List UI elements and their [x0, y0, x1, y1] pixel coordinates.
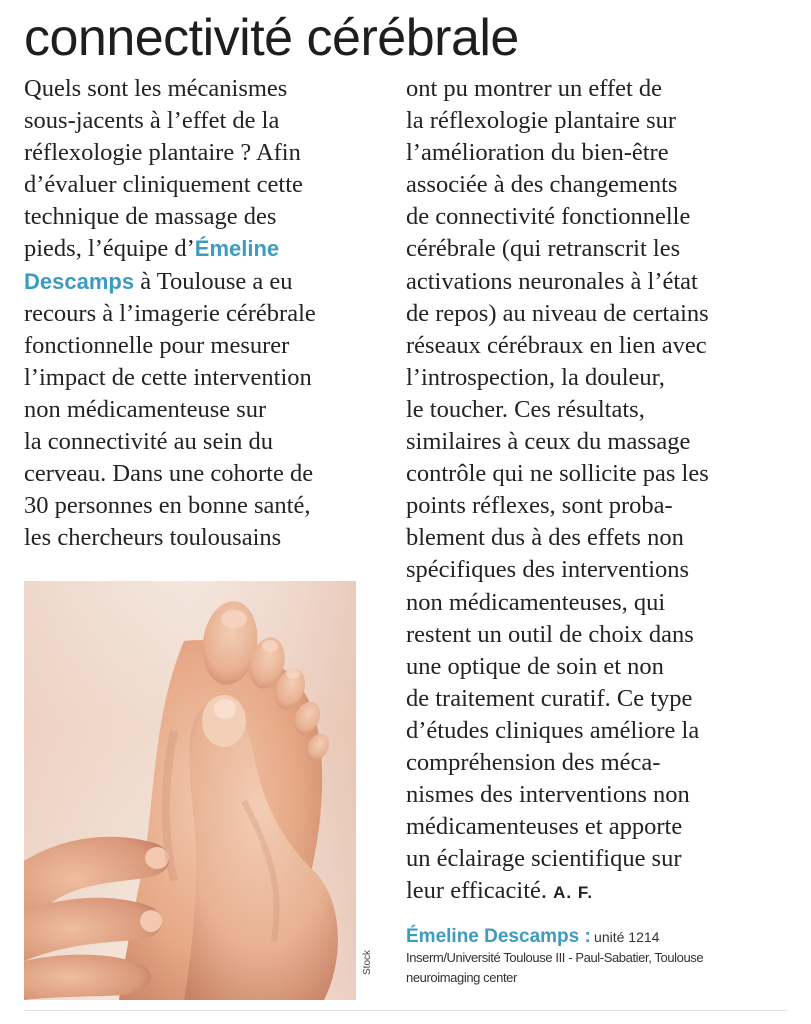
body-line: médicamenteuses et apporte: [406, 813, 683, 841]
right-column: [406, 73, 791, 907]
researcher-name-highlight: Descamps: [24, 268, 135, 294]
body-line: de repos) au niveau de certains: [406, 299, 709, 327]
body-line: réflexologie plantaire ? Afin: [24, 139, 301, 167]
body-line: réseaux cérébraux en lien avec: [406, 331, 707, 359]
body-line: spécifiques des interventions: [406, 556, 690, 584]
body-line: recours à l’imagerie cérébrale: [24, 299, 316, 327]
researcher-name-highlight: Émeline: [194, 236, 280, 262]
article-title: connectivité cérébrale: [24, 9, 519, 67]
body-line: cerveau. Dans une cohorte de: [24, 460, 314, 488]
body-line: l’amélioration du bien-être: [406, 139, 669, 167]
foot-massage-photo: [24, 581, 356, 1000]
caption-center: neuroimaging center: [406, 970, 517, 985]
caption-affiliation: Inserm/Université Toulouse III - Paul-Sabatier, Toulouse: [406, 950, 704, 965]
body-line: [24, 233, 379, 265]
body-line: de connectivité fonctionnelle: [406, 203, 691, 231]
foot-massage-illustration: [24, 581, 356, 1000]
body-line: compréhension des méca-: [406, 748, 661, 776]
caption-researcher-name: Émeline Descamps :: [406, 926, 591, 947]
body-line: non médicamenteuse sur: [24, 395, 267, 423]
body-line: activations neuronales à l’état: [406, 267, 698, 295]
body-line: fonctionnelle pour mesurer: [24, 331, 290, 359]
body-line: les chercheurs toulousains: [24, 524, 282, 552]
photo-credit: Stock: [362, 949, 373, 975]
body-line: Quels sont les mécanismes: [24, 75, 288, 102]
body-line: similaires à ceux du massage: [406, 428, 691, 456]
body-line: une optique de soin et non: [406, 652, 664, 680]
body-line: sous-jacents à l’effet de la: [24, 107, 280, 135]
body-line: le toucher. Ces résultats,: [406, 395, 645, 423]
body-line: contrôle qui ne sollicite pas les: [406, 460, 709, 488]
body-line: nismes des interventions non: [406, 781, 690, 809]
body-line: associée à des changements: [406, 171, 678, 199]
author-initials: A. F.: [553, 883, 594, 903]
body-line: l’impact de cette intervention: [24, 363, 312, 391]
body-line: [406, 875, 791, 907]
body-line: l’introspection, la douleur,: [406, 363, 665, 391]
caption-unit: unité 1214: [594, 929, 660, 945]
caption-line: [406, 927, 796, 948]
body-line: d’études cliniques améliore la: [406, 716, 700, 744]
body-line: de traitement curatif. Ce type: [406, 684, 693, 712]
body-line: technique de massage des: [24, 203, 277, 231]
body-line: blement dus à des effets non: [406, 524, 684, 552]
body-line: d’évaluer cliniquement cette: [24, 171, 303, 199]
body-line: restent un outil de choix dans: [406, 620, 694, 648]
body-line: points réflexes, sont proba-: [406, 492, 673, 520]
body-line: 30 personnes en bonne santé,: [24, 492, 311, 520]
left-column: [24, 73, 379, 554]
body-text: pieds, l’équipe d’: [24, 235, 195, 263]
page-divider: [24, 1010, 787, 1011]
body-line: la réflexologie plantaire sur: [406, 107, 677, 135]
body-line: ont pu montrer un effet de: [406, 75, 663, 102]
body-text: leur efficacité.: [406, 877, 548, 905]
body-text: à Toulouse a eu: [134, 267, 293, 295]
body-line: la connectivité au sein du: [24, 428, 273, 456]
body-line: non médicamenteuses, qui: [406, 588, 666, 616]
body-line: [24, 266, 379, 298]
body-line: un éclairage scientifique sur: [406, 845, 682, 873]
researcher-caption: [406, 927, 796, 988]
body-line: cérébrale (qui retranscrit les: [406, 235, 681, 263]
